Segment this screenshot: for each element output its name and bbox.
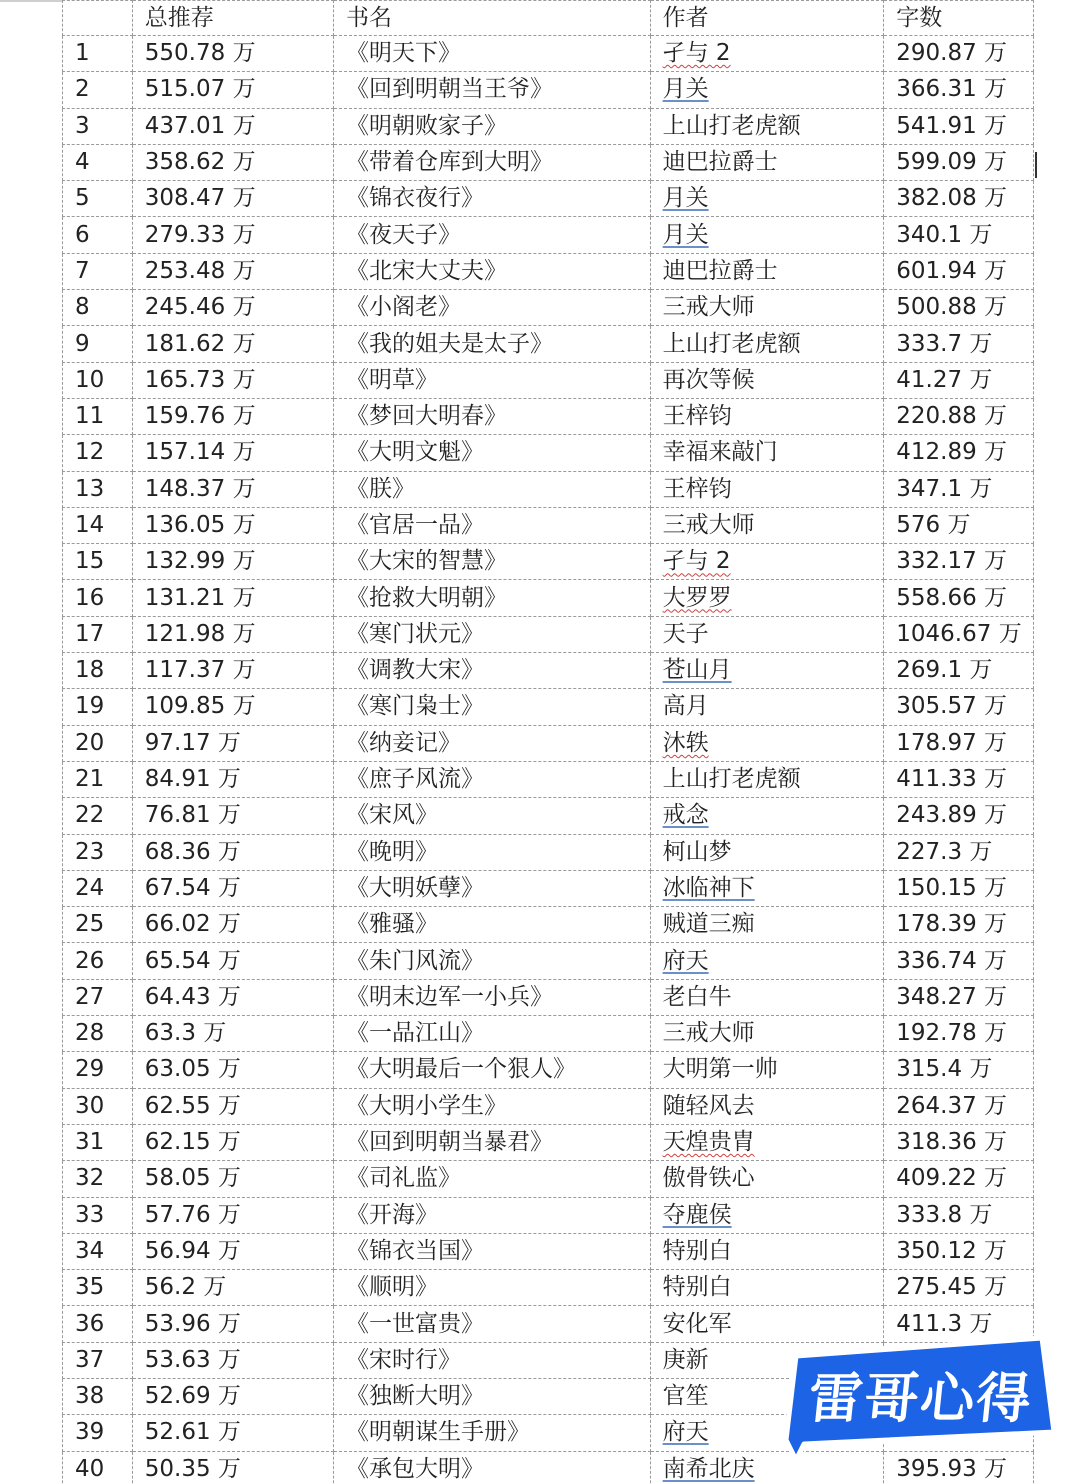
cell-author — [650, 725, 884, 761]
table-row — [63, 217, 1034, 253]
cell-recommendations: 121.98 万 — [132, 616, 333, 652]
cell-book-title: 《回到明朝当暴君》 — [334, 1124, 651, 1160]
table-row — [63, 1052, 1034, 1088]
table-row — [63, 943, 1034, 979]
cell-author: 幸福来敲门 — [650, 435, 884, 471]
cell-rank: 34 — [63, 1233, 133, 1269]
cell-word-count: 500.88 万 — [884, 290, 1034, 326]
table-row — [63, 398, 1034, 434]
table-row — [63, 1233, 1034, 1269]
cell-book-title: 《晚明》 — [334, 834, 651, 870]
cell-recommendations: 65.54 万 — [132, 943, 333, 979]
cell-author — [650, 544, 884, 580]
cell-recommendations: 437.01 万 — [132, 108, 333, 144]
cell-rank: 17 — [63, 616, 133, 652]
cell-book-title: 《调教大宋》 — [334, 653, 651, 689]
cell-recommendations: 117.37 万 — [132, 653, 333, 689]
cell-author — [650, 798, 884, 834]
cell-word-count: 178.97 万 — [884, 725, 1034, 761]
cell-book-title: 《纳妾记》 — [334, 725, 651, 761]
cell-recommendations: 308.47 万 — [132, 181, 333, 217]
table-row — [63, 1124, 1034, 1160]
cell-recommendations: 53.63 万 — [132, 1342, 333, 1378]
cell-rank: 15 — [63, 544, 133, 580]
cell-word-count: 348.27 万 — [884, 979, 1034, 1015]
cell-word-count: 409.22 万 — [884, 1161, 1034, 1197]
cell-recommendations: 53.96 万 — [132, 1306, 333, 1342]
cell-word-count: 601.94 万 — [884, 253, 1034, 289]
cell-book-title: 《大宋的智慧》 — [334, 544, 651, 580]
table-row — [63, 181, 1034, 217]
cell-book-title: 《锦衣夜行》 — [334, 181, 651, 217]
cell-recommendations: 62.55 万 — [132, 1088, 333, 1124]
cell-word-count: 264.37 万 — [884, 1088, 1034, 1124]
cell-rank: 25 — [63, 907, 133, 943]
cell-rank: 12 — [63, 435, 133, 471]
header-word-count: 字数 — [884, 1, 1034, 36]
cell-book-title: 《梦回大明春》 — [334, 398, 651, 434]
cell-book-title: 《承包大明》 — [334, 1451, 651, 1484]
cell-author — [650, 653, 884, 689]
cell-recommendations: 136.05 万 — [132, 507, 333, 543]
cell-rank: 33 — [63, 1197, 133, 1233]
cell-rank: 6 — [63, 217, 133, 253]
table-row — [63, 979, 1034, 1015]
cell-book-title: 《寒门状元》 — [334, 616, 651, 652]
author-name: 月关 — [662, 185, 709, 212]
cell-rank: 3 — [63, 108, 133, 144]
cell-word-count: 290.87 万 — [884, 36, 1034, 72]
cell-book-title: 《开海》 — [334, 1197, 651, 1233]
cell-word-count: 1046.67 万 — [884, 616, 1034, 652]
author-name: 南希北庆 — [662, 1455, 755, 1482]
cell-recommendations: 131.21 万 — [132, 580, 333, 616]
cell-word-count: 333.8 万 — [884, 1197, 1034, 1233]
table-row — [63, 108, 1034, 144]
cell-book-title: 《小阁老》 — [334, 290, 651, 326]
cell-recommendations: 76.81 万 — [132, 798, 333, 834]
cell-author: 随轻风去 — [650, 1088, 884, 1124]
cell-rank: 28 — [63, 1016, 133, 1052]
table-row — [63, 290, 1034, 326]
cell-author: 高月 — [650, 689, 884, 725]
cell-book-title: 《朕》 — [334, 471, 651, 507]
cell-word-count: 305.57 万 — [884, 689, 1034, 725]
table-row — [63, 253, 1034, 289]
cell-author — [650, 72, 884, 108]
cell-book-title: 《大明妖孽》 — [334, 870, 651, 906]
table-body — [63, 36, 1034, 1484]
table-row — [63, 616, 1034, 652]
cell-book-title: 《庶子风流》 — [334, 761, 651, 797]
cell-word-count: 227.3 万 — [884, 834, 1034, 870]
author-name: 沐轶 — [662, 729, 709, 756]
cell-recommendations: 109.85 万 — [132, 689, 333, 725]
cell-rank: 1 — [63, 36, 133, 72]
cell-author: 迪巴拉爵士 — [650, 144, 884, 180]
cell-recommendations: 63.3 万 — [132, 1016, 333, 1052]
cell-word-count: 395.93 万 — [884, 1451, 1034, 1484]
cell-word-count: 178.39 万 — [884, 907, 1034, 943]
cell-recommendations: 159.76 万 — [132, 398, 333, 434]
table-row — [63, 507, 1034, 543]
cell-rank: 9 — [63, 326, 133, 362]
cell-word-count: 333.7 万 — [884, 326, 1034, 362]
cell-rank: 38 — [63, 1378, 133, 1414]
cell-author: 特别白 — [650, 1233, 884, 1269]
table-row — [63, 1016, 1034, 1052]
cell-word-count: 350.12 万 — [884, 1233, 1034, 1269]
cell-recommendations: 84.91 万 — [132, 761, 333, 797]
cell-recommendations: 56.94 万 — [132, 1233, 333, 1269]
table-row — [63, 362, 1034, 398]
cell-author — [650, 1197, 884, 1233]
cell-recommendations: 97.17 万 — [132, 725, 333, 761]
cell-rank: 27 — [63, 979, 133, 1015]
cell-author — [650, 181, 884, 217]
cell-recommendations: 550.78 万 — [132, 36, 333, 72]
cell-recommendations: 157.14 万 — [132, 435, 333, 471]
cell-book-title: 《一品江山》 — [334, 1016, 651, 1052]
cell-recommendations: 279.33 万 — [132, 217, 333, 253]
table-row — [63, 1088, 1034, 1124]
header-rank — [63, 1, 133, 36]
author-name: 孑与 2 — [662, 40, 731, 67]
cell-word-count: 382.08 万 — [884, 181, 1034, 217]
cell-author: 上山打老虎额 — [650, 761, 884, 797]
cell-recommendations: 58.05 万 — [132, 1161, 333, 1197]
cell-rank: 11 — [63, 398, 133, 434]
cell-author: 傲骨铁心 — [650, 1161, 884, 1197]
cell-author: 老白牛 — [650, 979, 884, 1015]
cell-author: 三戒大师 — [650, 1016, 884, 1052]
cell-rank: 21 — [63, 761, 133, 797]
cell-word-count: 576 万 — [884, 507, 1034, 543]
cell-rank: 40 — [63, 1451, 133, 1484]
cell-book-title: 《一世富贵》 — [334, 1306, 651, 1342]
cell-rank: 16 — [63, 580, 133, 616]
cell-recommendations: 57.76 万 — [132, 1197, 333, 1233]
cell-author — [650, 870, 884, 906]
table-row — [63, 580, 1034, 616]
cell-rank: 29 — [63, 1052, 133, 1088]
header-author: 作者 — [650, 1, 884, 36]
text-cursor — [1035, 152, 1037, 178]
cell-author — [650, 943, 884, 979]
cell-recommendations: 515.07 万 — [132, 72, 333, 108]
cell-recommendations: 68.36 万 — [132, 834, 333, 870]
table-row — [63, 72, 1034, 108]
table-row — [63, 907, 1034, 943]
cell-word-count: 340.1 万 — [884, 217, 1034, 253]
author-name: 苍山月 — [662, 657, 732, 684]
cell-recommendations: 52.69 万 — [132, 1378, 333, 1414]
cell-author: 王梓钧 — [650, 398, 884, 434]
cell-rank: 13 — [63, 471, 133, 507]
cell-recommendations: 165.73 万 — [132, 362, 333, 398]
cell-word-count: 243.89 万 — [884, 798, 1034, 834]
header-row — [63, 1, 1034, 36]
cell-author: 三戒大师 — [650, 290, 884, 326]
cell-rank: 18 — [63, 653, 133, 689]
cell-word-count: 220.88 万 — [884, 398, 1034, 434]
cell-word-count: 541.91 万 — [884, 108, 1034, 144]
cell-recommendations: 358.62 万 — [132, 144, 333, 180]
page-top-edge — [0, 0, 62, 2]
cell-word-count: 411.33 万 — [884, 761, 1034, 797]
cell-word-count: 412.89 万 — [884, 435, 1034, 471]
cell-book-title: 《带着仓库到大明》 — [334, 144, 651, 180]
author-name: 大罗罗 — [662, 584, 732, 611]
cell-author — [650, 580, 884, 616]
cell-word-count: 318.36 万 — [884, 1124, 1034, 1160]
cell-rank: 32 — [63, 1161, 133, 1197]
author-name: 天煌贵胄 — [662, 1129, 755, 1156]
table-row — [63, 36, 1034, 72]
cell-recommendations: 67.54 万 — [132, 870, 333, 906]
cell-rank: 14 — [63, 507, 133, 543]
cell-book-title: 《寒门枭士》 — [334, 689, 651, 725]
table-row — [63, 326, 1034, 362]
cell-word-count: 275.45 万 — [884, 1270, 1034, 1306]
cell-word-count: 150.15 万 — [884, 870, 1034, 906]
cell-author: 迪巴拉爵士 — [650, 253, 884, 289]
table-row — [63, 471, 1034, 507]
table-row — [63, 1197, 1034, 1233]
cell-book-title: 《宋时行》 — [334, 1342, 651, 1378]
cell-author — [650, 1124, 884, 1160]
cell-word-count: 41.27 万 — [884, 362, 1034, 398]
cell-author: 王梓钧 — [650, 471, 884, 507]
table-row — [63, 725, 1034, 761]
cell-recommendations: 181.62 万 — [132, 326, 333, 362]
author-name: 戒念 — [662, 802, 709, 829]
cell-word-count: 411.3 万 — [884, 1306, 1034, 1342]
table-row — [63, 144, 1034, 180]
cell-book-title: 《锦衣当国》 — [334, 1233, 651, 1269]
cell-recommendations: 64.43 万 — [132, 979, 333, 1015]
cell-recommendations: 245.46 万 — [132, 290, 333, 326]
cell-book-title: 《我的姐夫是太子》 — [334, 326, 651, 362]
cell-word-count: 347.1 万 — [884, 471, 1034, 507]
cell-author: 特别白 — [650, 1270, 884, 1306]
cell-book-title: 《明天下》 — [334, 36, 651, 72]
cell-book-title: 《明草》 — [334, 362, 651, 398]
cell-recommendations: 56.2 万 — [132, 1270, 333, 1306]
author-name: 府天 — [662, 1419, 709, 1446]
cell-book-title: 《明朝谋生手册》 — [334, 1415, 651, 1451]
cell-rank: 2 — [63, 72, 133, 108]
cell-word-count: 269.1 万 — [884, 653, 1034, 689]
cell-rank: 24 — [63, 870, 133, 906]
author-name: 冰临神下 — [662, 874, 755, 901]
table-row — [63, 1161, 1034, 1197]
cell-rank: 36 — [63, 1306, 133, 1342]
cell-recommendations: 52.61 万 — [132, 1415, 333, 1451]
cell-book-title: 《夜天子》 — [334, 217, 651, 253]
cell-word-count: 336.74 万 — [884, 943, 1034, 979]
table-row — [63, 435, 1034, 471]
cell-recommendations: 148.37 万 — [132, 471, 333, 507]
header-book-title: 书名 — [334, 1, 651, 36]
cell-author: 天子 — [650, 616, 884, 652]
cell-rank: 35 — [63, 1270, 133, 1306]
cell-recommendations: 62.15 万 — [132, 1124, 333, 1160]
cell-author: 大明第一帅 — [650, 1052, 884, 1088]
cell-author: 上山打老虎额 — [650, 326, 884, 362]
cell-rank: 31 — [63, 1124, 133, 1160]
cell-book-title: 《大明小学生》 — [334, 1088, 651, 1124]
cell-rank: 30 — [63, 1088, 133, 1124]
table-row — [63, 544, 1034, 580]
cell-rank: 4 — [63, 144, 133, 180]
table-row — [63, 870, 1034, 906]
cell-rank: 7 — [63, 253, 133, 289]
cell-author: 再次等候 — [650, 362, 884, 398]
cell-book-title: 《雅骚》 — [334, 907, 651, 943]
watermark-text: 雷哥心得 — [805, 1366, 1036, 1430]
table-row — [63, 798, 1034, 834]
cell-author: 柯山梦 — [650, 834, 884, 870]
cell-rank: 22 — [63, 798, 133, 834]
cell-recommendations: 63.05 万 — [132, 1052, 333, 1088]
cell-author: 三戒大师 — [650, 507, 884, 543]
cell-recommendations: 132.99 万 — [132, 544, 333, 580]
ranking-table — [62, 0, 1034, 1484]
cell-book-title: 《顺明》 — [334, 1270, 651, 1306]
table-row — [63, 689, 1034, 725]
cell-book-title: 《司礼监》 — [334, 1161, 651, 1197]
cell-book-title: 《官居一品》 — [334, 507, 651, 543]
cell-book-title: 《抢救大明朝》 — [334, 580, 651, 616]
author-name: 月关 — [662, 76, 709, 103]
cell-author — [650, 36, 884, 72]
cell-author: 庚新 — [650, 1342, 884, 1378]
cell-recommendations: 66.02 万 — [132, 907, 333, 943]
cell-rank: 39 — [63, 1415, 133, 1451]
cell-rank: 10 — [63, 362, 133, 398]
cell-recommendations: 50.35 万 — [132, 1451, 333, 1484]
cell-rank: 8 — [63, 290, 133, 326]
header-recommendations: 总推荐 — [132, 1, 333, 36]
cell-book-title: 《回到明朝当王爷》 — [334, 72, 651, 108]
cell-word-count: 366.31 万 — [884, 72, 1034, 108]
cell-book-title: 《明朝败家子》 — [334, 108, 651, 144]
cell-book-title: 《明末边军一小兵》 — [334, 979, 651, 1015]
cell-rank: 37 — [63, 1342, 133, 1378]
cell-author — [650, 217, 884, 253]
cell-word-count: 315.4 万 — [884, 1052, 1034, 1088]
author-name: 月关 — [662, 221, 709, 248]
table-row — [63, 1270, 1034, 1306]
cell-author: 贼道三痴 — [650, 907, 884, 943]
cell-author: 上山打老虎额 — [650, 108, 884, 144]
cell-book-title: 《独断大明》 — [334, 1378, 651, 1414]
cell-rank: 19 — [63, 689, 133, 725]
author-name: 夺鹿侯 — [662, 1201, 732, 1228]
cell-book-title: 《北宋大丈夫》 — [334, 253, 651, 289]
cell-recommendations: 253.48 万 — [132, 253, 333, 289]
cell-rank: 26 — [63, 943, 133, 979]
cell-book-title: 《朱门风流》 — [334, 943, 651, 979]
table-row — [63, 834, 1034, 870]
cell-author: 安化军 — [650, 1306, 884, 1342]
cell-word-count: 332.17 万 — [884, 544, 1034, 580]
cell-book-title: 《大明最后一个狠人》 — [334, 1052, 651, 1088]
cell-book-title: 《大明文魁》 — [334, 435, 651, 471]
cell-word-count: 599.09 万 — [884, 144, 1034, 180]
author-name: 府天 — [662, 947, 709, 974]
cell-word-count: 558.66 万 — [884, 580, 1034, 616]
watermark-logo — [782, 1332, 1056, 1462]
cell-rank: 20 — [63, 725, 133, 761]
table-row — [63, 761, 1034, 797]
cell-rank: 23 — [63, 834, 133, 870]
cell-rank: 5 — [63, 181, 133, 217]
cell-word-count: 192.78 万 — [884, 1016, 1034, 1052]
author-name: 孑与 2 — [662, 548, 731, 575]
cell-book-title: 《宋风》 — [334, 798, 651, 834]
cell-author: 官笙 — [650, 1378, 884, 1414]
table-row — [63, 653, 1034, 689]
